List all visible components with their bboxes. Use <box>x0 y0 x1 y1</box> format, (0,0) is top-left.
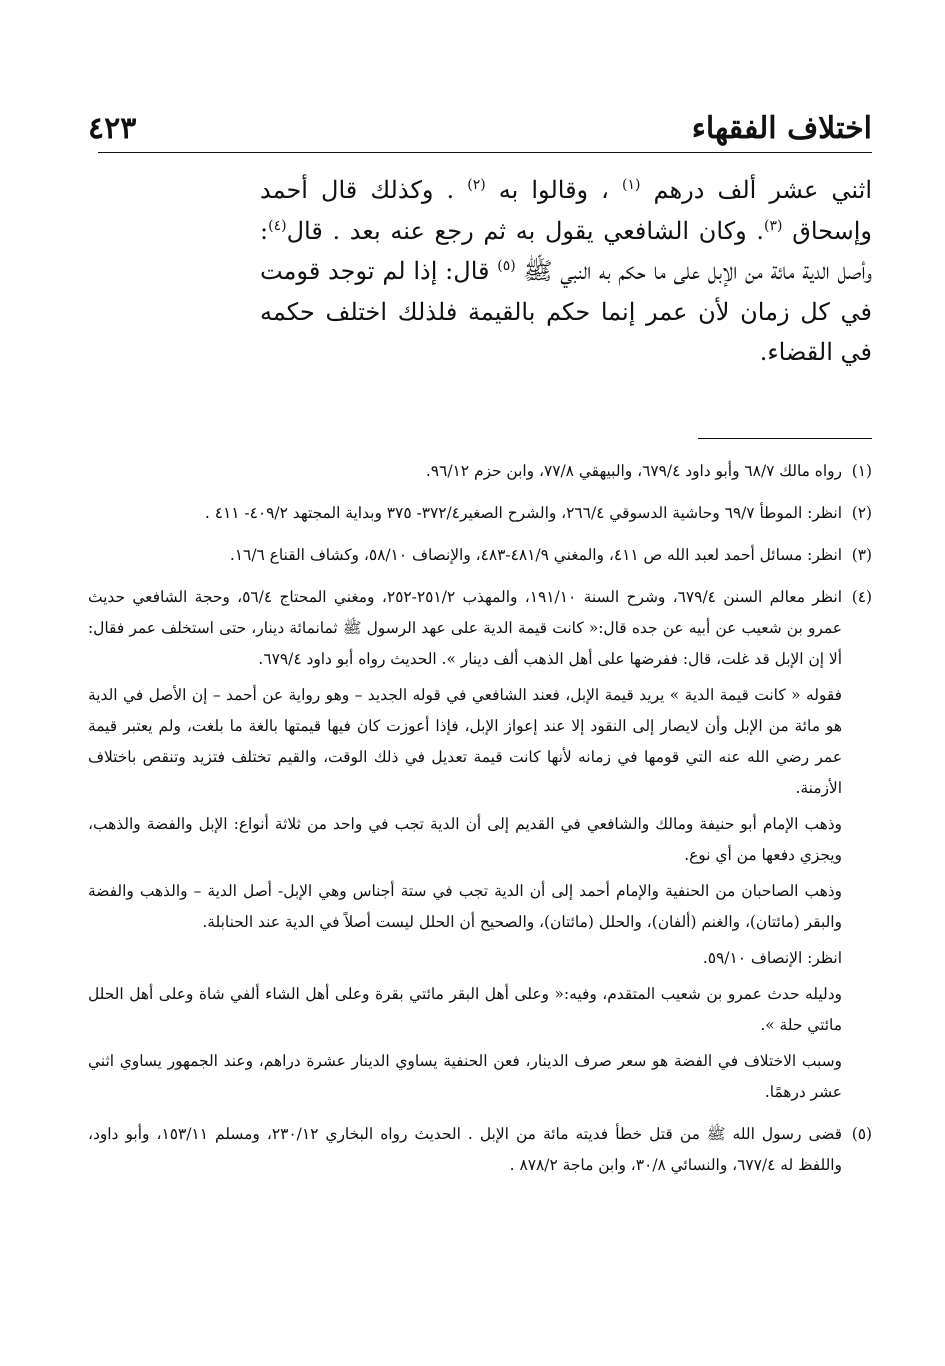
footnote-number: (٢) <box>851 504 872 522</box>
footnote-ref-4[interactable]: (٤) <box>268 217 287 234</box>
footnote-body <box>88 498 842 534</box>
footnote-number: (١) <box>851 462 872 480</box>
footnote-text: انظر: الموطأ ٦٩/٧ وحاشية الدسوقي ٢٦٦/٤، والشرح الصغير٣٧٢/٤- ٣٧٥ وبداية المجتهد ٤٠٩/٢- ٤١١ . <box>204 504 842 522</box>
footnote-ref-1[interactable]: (١) <box>622 177 641 193</box>
footnote-text: ودليله حدث عمرو بن شعيب المتقدم، وفيه:« وعلى أهل البقر مائتي بقرة وعلى أهل الشاء ألفي شاة وعلى أهل الحلل مائتي حلة ». <box>88 985 842 1034</box>
footnote-ref-3[interactable]: (٣) <box>764 217 783 234</box>
footnotes <box>88 456 872 1192</box>
footnote-2 <box>88 498 872 534</box>
main-text <box>260 170 872 373</box>
footnote-text: رواه مالك ٦٨/٧ وأبو داود ٦٧٩/٤، والبيهقي ٧٧/٨، وابن حزم ٩٦/١٢. <box>425 462 842 480</box>
footnote-text: انظر: الإنصاف ٥٩/١٠. <box>702 949 842 967</box>
footnote-text: انظر معالم السنن ٦٧٩/٤، وشرح السنة ١٩١/١٠، والمهذب ٢٥١/٢-٢٥٢، ومغني المحتاج ٥٦/٤، وحجة الشافعي حديث عمرو بن شعيب عن أبيه عن جده قال:« كانت قيمة الدية على عهد الرسول ﷺ ثمانمائة دينار، حتى استخلف عمر فقال: ألا إن الإبل قد غلت، قال: ففرضها على أهل الذهب ألف دينار ». الحديث رواه أبو داود ٦٧٩/٤. <box>88 588 842 668</box>
footnote-body <box>88 582 842 1113</box>
footnote-ref-5[interactable]: (٥) <box>497 258 516 274</box>
running-title: اختلاف الفقهاء <box>691 111 872 146</box>
page-number: ٤٢٣ <box>88 111 137 146</box>
main-text-segment: . وكذلك قال أحمد وإسحاق <box>260 176 873 245</box>
footnote-separator <box>698 438 872 439</box>
footnote-number: (٥) <box>851 1125 872 1143</box>
main-text-segment: : وأصل الدية مائة من الإبل على ما حكم به النبي ﷺ <box>260 216 872 285</box>
footnote-number: (٣) <box>851 546 872 564</box>
footnote-text: قضى رسول الله ﷺ من قتل خطأ فديته مائة من الإبل . الحديث رواه البخاري ٢٣٠/١٢، ومسلم ١٥٣/١١، وأبو داود، واللفظ له ٦٧٧/٤، والنسائي ٣٠/٨، وابن ماجة ٨٧٨/٢ . <box>88 1125 842 1174</box>
footnote-4 <box>88 582 872 1113</box>
footnote-5 <box>88 1119 872 1186</box>
main-text-segment: اثني عشر ألف درهم <box>640 176 873 204</box>
main-paragraph <box>260 170 872 373</box>
footnote-body <box>88 456 842 492</box>
header-rule <box>98 152 872 153</box>
footnote-text: وذهب الإمام أبو حنيفة ومالك والشافعي في القديم إلى أن الدية تجب في واحد من ثلاثة أنواع: الإبل والفضة والذهب، ويجزي دفعها من أي نوع. <box>88 815 842 864</box>
footnote-text: انظر: مسائل أحمد لعبد الله ص ٤١١، والمغني ٤٨١/٩-٤٨٣، والإنصاف ٥٨/١٠، وكشاف القناع ١٦/٦. <box>229 546 842 564</box>
footnote-body <box>88 1119 842 1186</box>
footnote-3 <box>88 540 872 576</box>
main-text-segment: قال: إذا لم توجد قومت في كل زمان لأن عمر إنما حكم بالقيمة فلذلك اختلف حكمه في القضاء. <box>260 257 872 366</box>
main-text-segment: . وكان الشافعي يقول به ثم رجع عنه بعد . قال <box>286 216 765 245</box>
footnote-text: فقوله « كانت قيمة الدية » يريد قيمة الإبل، فعند الشافعي في قوله الجديد – وهو رواية عن أحمد – إن الأصل في الدية هو مائة من الإبل وأن لايصار إلى النقود إلا عند إعواز الإبل، فإذا أعوزت كان فيها قيمتها بالغة ما بلغت، ولم يعتبر قيمة عمر رضي الله عنه التي قومها في زمانه لأنها كانت قيمة تعديل في ذلك الوقت، والقيم تختلف فتزيد وتنقص باختلاف الأزمنة. <box>88 686 842 797</box>
footnote-body <box>88 540 842 576</box>
footnote-text: وسبب الاختلاف في الفضة هو سعر صرف الدينار، فعن الحنفية يساوي الدينار عشرة دراهم، وعند الجمهور يساوي اثني عشر درهمًا. <box>88 1052 842 1101</box>
footnote-ref-2[interactable]: (٢) <box>467 177 486 193</box>
page-header <box>88 92 872 144</box>
footnote-1 <box>88 456 872 492</box>
footnote-text: وذهب الصاحبان من الحنفية والإمام أحمد إلى أن الدية تجب في ستة أجناس وهي الإبل- أصل الدية – والذهب والفضة والبقر (مائتان)، والغنم (ألفان)، والحلل (مائتان)، والصحيح أن الحلل ليست أصلاً في الدية عند الحنابلة. <box>88 882 842 931</box>
footnote-number: (٤) <box>851 588 872 606</box>
main-text-segment: ، وقالوا به <box>485 176 622 204</box>
